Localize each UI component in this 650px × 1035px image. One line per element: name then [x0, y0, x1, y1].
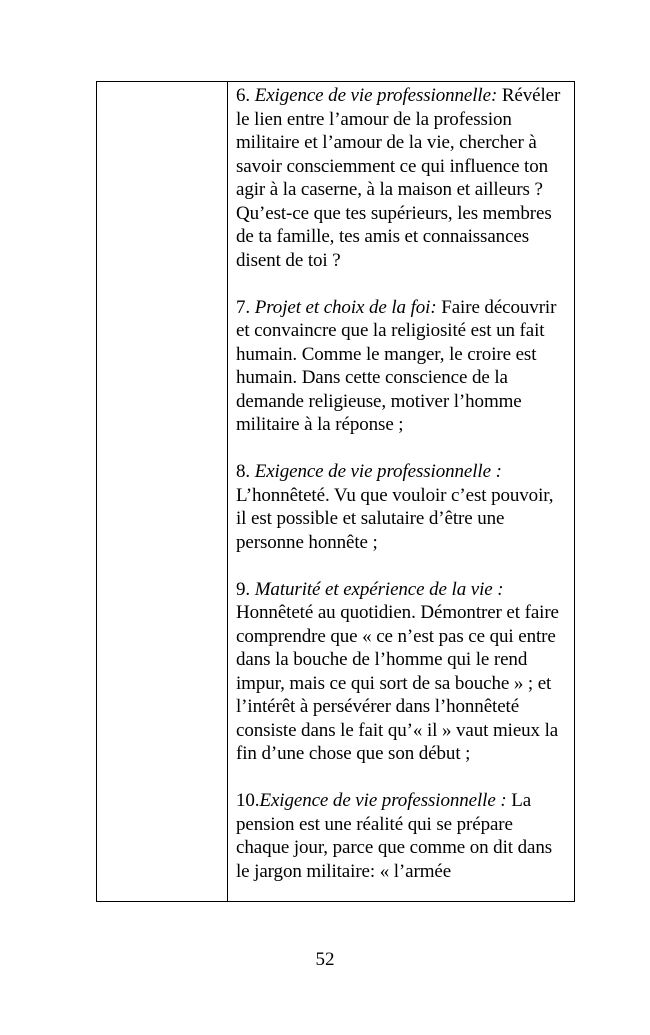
entry-body: Faire découvrir et convaincre que la religiosité est un fait humain. Comme le manger, le croire est humain. Dans cette conscience de la demande religieuse, motiver l’homme militaire à la réponse ;	[236, 296, 557, 435]
empty-left-cell	[97, 82, 228, 901]
entry-heading: Exigence de vie professionnelle :	[259, 790, 507, 811]
content-table	[96, 81, 575, 902]
entry-body: La pension est une réalité qui se prépare chaque jour, parce que comme on dit dans le jargon militaire: « l’armée	[236, 790, 553, 882]
entry-heading: Exigence de vie professionnelle :	[254, 461, 502, 482]
entry-number: 6.	[236, 85, 255, 106]
entry-10	[236, 789, 568, 883]
entry-body: Honnêteté au quotidien. Démontrer et faire comprendre que « ce n’est pas ce qui entre dans la bouche de l’homme qui le rend impur, mais ce qui sort de sa bouche » ; et l’intérêt à persévérer dans l’honnêteté consiste dans le fait qu’« il » vaut mieux la fin d’une chose que son début ;	[236, 602, 559, 764]
text-cell	[228, 82, 574, 901]
entry-heading: Exigence de vie professionnelle:	[254, 85, 498, 106]
entry-heading: Projet et choix de la foi:	[254, 296, 437, 318]
page-number: 52	[315, 949, 335, 970]
entry-number: 9.	[236, 578, 255, 600]
entry-number: 8.	[236, 461, 255, 482]
entry-9	[236, 578, 568, 766]
entry-heading: Maturité et expérience de la vie :	[254, 578, 504, 600]
entry-number: 7.	[236, 296, 255, 318]
entry-number: 10.	[236, 790, 260, 811]
entry-body: L’honnêteté. Vu que vouloir c’est pouvoir, il est possible et salutaire d’être une personne honnête ;	[236, 484, 554, 553]
entry-6	[236, 84, 568, 272]
entry-body: Révéler le lien entre l’amour de la profession militaire et l’amour de la vie, chercher à savoir consciemment ce qui influence ton agir à la caserne, à la maison et ailleurs ? Qu’est-ce que tes supérieurs, les membres de ta famille, tes amis et connaissances disent de toi ?	[236, 85, 561, 271]
entry-7	[236, 296, 568, 437]
entry-8	[236, 460, 568, 554]
